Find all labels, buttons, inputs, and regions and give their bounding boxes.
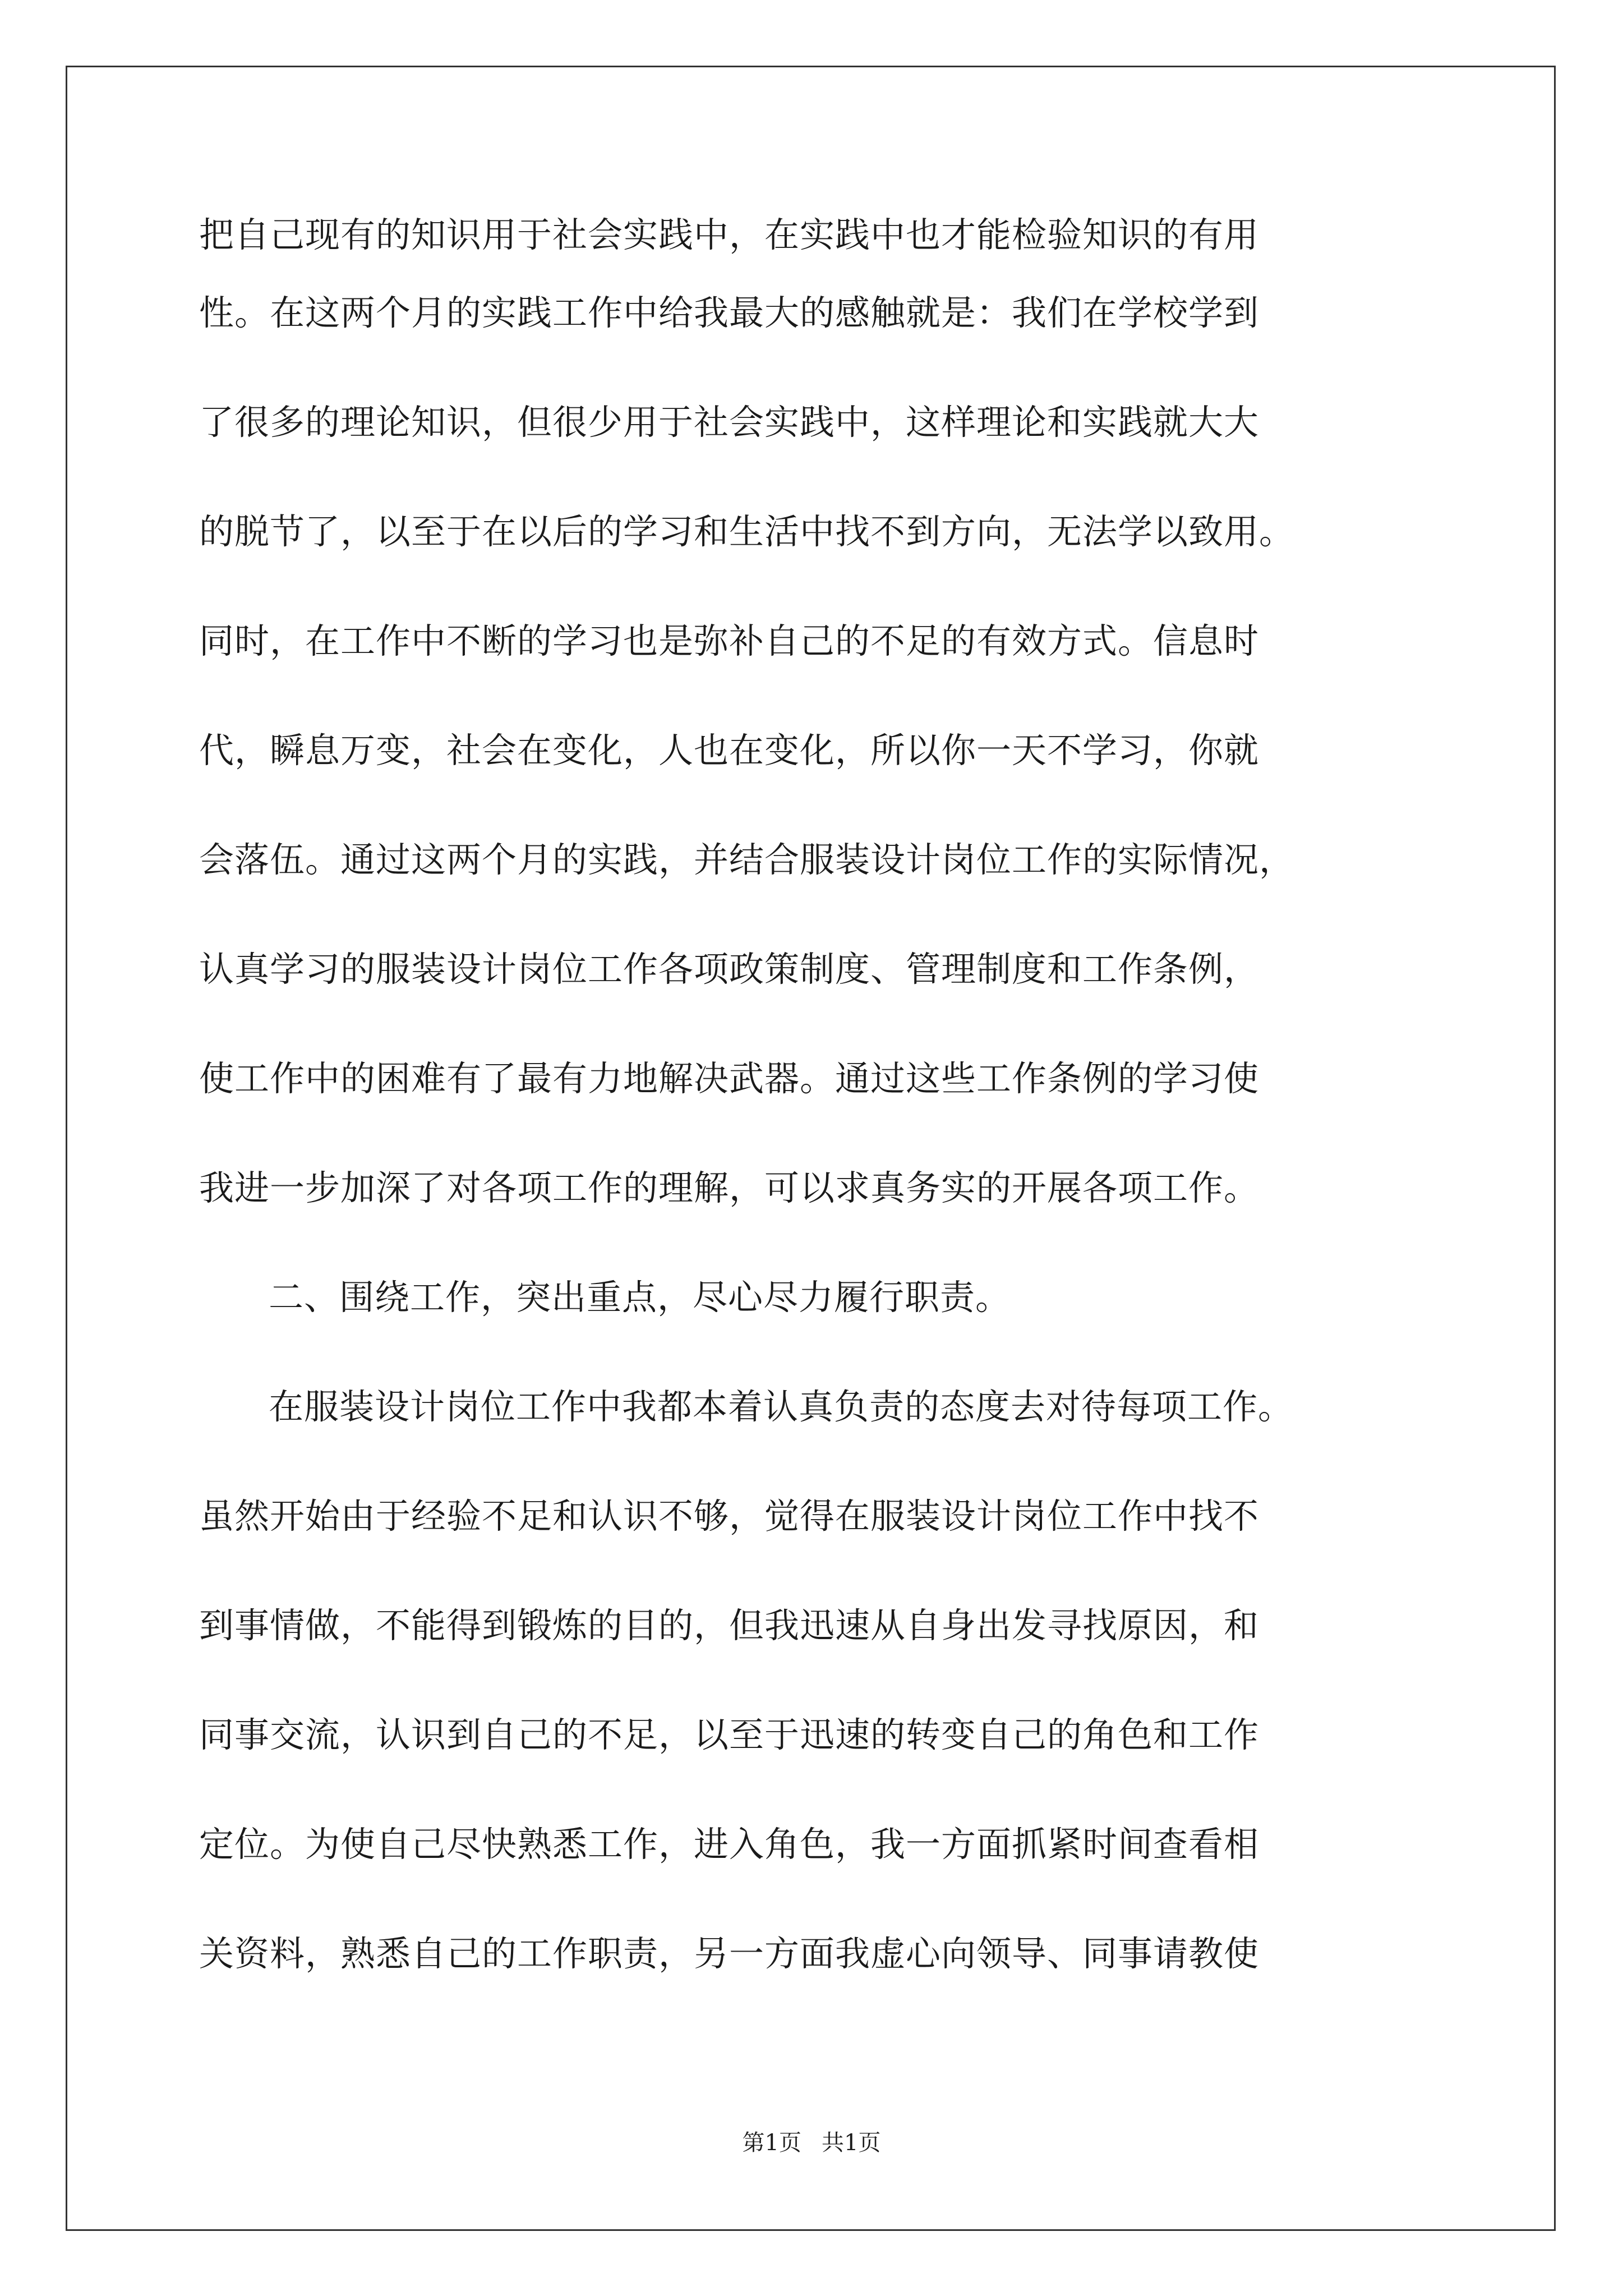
paragraph-start: 在服装设计岗位工作中我都本着认真负责的态度去对待每项工作。 (269, 1386, 1294, 1427)
text-line: 的脱节了，以至于在以后的学习和生活中找不到方向，无法学以致用。 (199, 511, 1295, 552)
text-line: 性。在这两个月的实践工作中给我最大的感触就是：我们在学校学到 (199, 292, 1260, 333)
text-line: 同时，在工作中不断的学习也是弥补自己的不足的有效方式。信息时 (199, 620, 1260, 661)
text-line: 关资料，熟悉自己的工作职责，另一方面我虚心向领导、同事请教使 (199, 1933, 1260, 1974)
section-heading: 二、围绕工作，突出重点，尽心尽力履行职责。 (269, 1277, 1011, 1318)
document-body (199, 212, 1433, 2008)
page-number-current: 第1页 (742, 2130, 801, 2156)
text-line: 会落伍。通过这两个月的实践，并结合服装设计岗位工作的实际情况， (199, 839, 1295, 880)
text-line: 使工作中的困难有了最有力地解决武器。通过这些工作条例的学习使 (199, 1058, 1260, 1099)
text-line: 代，瞬息万变，社会在变化，人也在变化，所以你一天不学习，你就 (199, 730, 1260, 771)
text-line: 虽然开始由于经验不足和认识不够，觉得在服装设计岗位工作中找不 (199, 1496, 1260, 1536)
text-line: 认真学习的服装设计岗位工作各项政策制度、管理制度和工作条例， (199, 949, 1260, 990)
text-line: 定位。为使自己尽快熟悉工作，进入角色，我一方面抓紧时间查看相 (199, 1824, 1260, 1865)
text-line: 把自己现有的知识用于社会实践中，在实践中也才能检验知识的有用 (199, 214, 1260, 255)
text-line: 同事交流，认识到自己的不足，以至于迅速的转变自己的角色和工作 (199, 1714, 1260, 1755)
page-number-total: 共1页 (822, 2130, 881, 2156)
text-line: 了很多的理论知识，但很少用于社会实践中，这样理论和实践就大大 (199, 402, 1260, 443)
text-line: 我进一步加深了对各项工作的理解，可以求真务实的开展各项工作。 (199, 1167, 1260, 1208)
text-line: 到事情做，不能得到锻炼的目的，但我迅速从自身出发寻找原因，和 (199, 1605, 1260, 1646)
page-footer (0, 2129, 1623, 2157)
